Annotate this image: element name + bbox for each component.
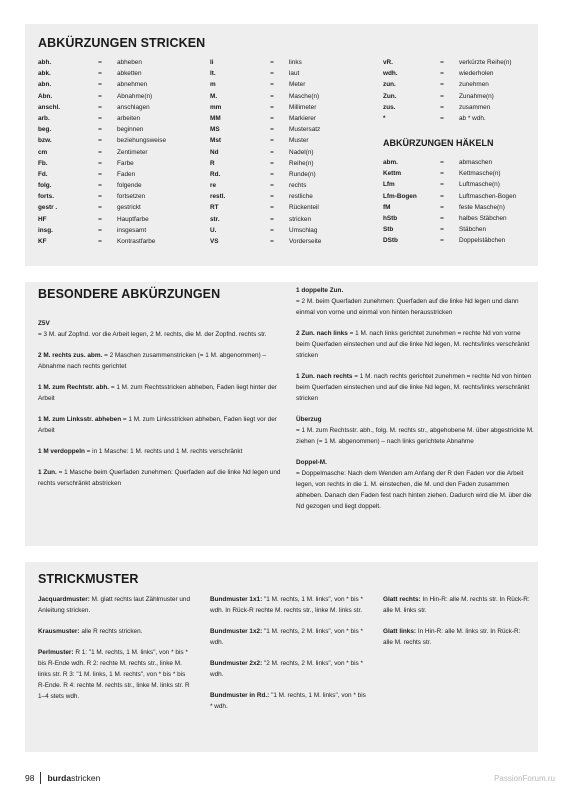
definition-paragraph [210,626,368,648]
patterns-column-1 [38,594,193,712]
definition-paragraph [296,457,536,512]
abbr-key: gestr . [38,204,58,212]
equals-sign: = [440,103,444,111]
abbr-value: feste Masche(n) [459,203,505,211]
abbr-key: folg. [38,182,52,190]
abbr-key: U. [210,226,217,234]
abbr-key: Lfm [383,181,395,189]
abbr-key: Abn. [38,92,53,100]
equals-sign: = [440,192,444,200]
term-description: "1 M. rechts, 1 M. links", von * bis * wdh. [210,692,366,710]
term-description: = 1 M. zum Linksstricken abheben, Faden liegt vor der Arbeit [38,416,277,434]
term-label: Doppel-M. [296,459,327,466]
abbr-key: Stb [383,226,394,234]
term-description: "1 M. rechts, 1 M. links", von * bis * wdh. In Rück-R rechte M. rechts str., linke M. links str. [210,596,363,614]
equals-sign: = [270,204,274,212]
term-description: = 1 M. nach links gerichtet zunehmen = rechte Nd von vorne beim Querfaden einstechen und auf die linke Nd legen, M. rechts/links verschränkt stricken [296,330,530,359]
term-label: Überzug [296,416,322,423]
equals-sign: = [98,137,102,145]
abbr-value: Rückenteil [289,204,319,212]
abbr-key: insg. [38,226,53,234]
abbr-row [383,157,516,168]
brand-bold: burda [47,773,72,783]
term-label: Glatt links: [383,628,417,635]
abbr-value: Faden [117,170,136,178]
equals-sign: = [98,238,102,245]
abbr-value: Zunahme(n) [459,92,494,100]
term-label: 2 Zun. nach links [296,330,348,337]
abbr-value: Zentimeter [117,148,148,156]
abbr-value: wiederholen [459,70,494,78]
abbr-value: Luftmaschen-Bogen [459,192,517,200]
abbr-row [210,158,321,169]
abbr-row [38,113,166,124]
term-label: Bundmuster in Rd.: [210,692,270,699]
page-footer [25,772,100,784]
abbr-row [210,225,321,236]
abbr-value: Luftmasche(n) [459,181,500,189]
abbr-row [38,147,166,158]
abbr-row [383,91,512,102]
definition-paragraph [38,414,283,436]
abbr-value: zusammen [459,103,491,111]
term-label: 1 M verdoppeln [38,448,85,455]
equals-sign: = [270,114,274,122]
abbr-value: Doppelstäbchen [459,237,506,245]
term-label: Bundmuster 1x1: [210,596,263,603]
abbr-value: Masche(n) [289,92,320,100]
abbr-row [38,68,166,79]
abbr-row [38,225,166,236]
abbreviations-knitting-panel [25,24,538,266]
definition-paragraph [38,382,283,404]
equals-sign: = [270,103,274,111]
abbr-row [383,102,512,113]
abbr-key: lt. [210,70,216,78]
abbr-row [38,57,166,68]
equals-sign: = [440,92,444,100]
abbr-value: rechts [289,182,307,190]
term-description: = 2 M. beim Querfaden zunehmen: Querfaden auf die linke Nd legen und dann einmal von vorne und einmal von hinten herausstricken [296,298,519,316]
equals-sign: = [98,215,102,223]
equals-sign: = [270,170,274,178]
abbr-column-2 [210,57,321,247]
abbr-key: HF [38,215,47,223]
definition-paragraph [38,647,193,702]
abbr-key: zun. [383,81,396,89]
abbr-key: li [210,59,214,66]
definition-paragraph [383,594,531,616]
equals-sign: = [98,204,102,212]
equals-sign: = [440,59,444,66]
abbr-key: Zun. [383,92,397,100]
abbr-row [210,79,321,90]
definition-paragraph [38,350,283,372]
abbr-value: laut [289,70,300,78]
abbr-key: R [210,159,215,167]
abbr-value: abketten [117,70,142,78]
term-label: Bundmuster 1x2: [210,628,263,635]
term-description: = Doppelmasche: Nach dem Wenden am Anfang der R den Faden vor die Arbeit legen, von rechts in die 1. M. einstechen, die M. und den Faden zusammen abheben. Danach den Faden fest nach hinten ziehen. Dadurch wird die M. über die Nd gezogen und liegt doppelt. [296,470,532,510]
abbr-row [210,91,321,102]
abbr-value: verkürzte Reihe(n) [459,59,512,66]
term-description: = in 1 Masche: 1 M. rechts und 1 M. rechts verschränkt [86,448,243,455]
abbr-key: VS [210,238,219,245]
equals-sign: = [270,226,274,234]
equals-sign: = [98,226,102,234]
watermark: PassionForum.ru [494,774,555,783]
equals-sign: = [270,137,274,145]
abbr-value: Kettmasche(n) [459,170,501,178]
term-label: Krausmuster: [38,628,80,635]
abbr-value: beziehungsweise [117,137,167,145]
equals-sign: = [440,214,444,222]
equals-sign: = [98,170,102,178]
equals-sign: = [270,92,274,100]
patterns-column-2 [210,594,368,722]
abbr-row [38,102,166,113]
term-label: 1 M. zum Linksstr. abheben [38,416,122,423]
equals-sign: = [270,81,274,89]
abbr-row [383,168,516,179]
abbr-row [383,213,516,224]
abbr-key: str. [210,215,220,223]
equals-sign: = [440,203,444,211]
equals-sign: = [270,193,274,201]
abbr-column-3 [383,57,512,124]
term-label: Perlmuster: [38,649,74,656]
term-description: = 1 M. nach rechts gerichtet zunehmen = rechte Nd von hinten beim Querfaden einstechen und auf die linke Nd legen, M. rechts/links verschränkt stricken [296,373,532,402]
term-description: In Hin-R: alle M. rechts str. In Rück-R: alle M. links str. [383,596,530,614]
abbr-value: Umschlag [289,226,318,234]
abbr-value: anschlagen [117,103,150,111]
abbr-key: abm. [383,159,398,166]
abbr-key: forts. [38,193,54,201]
equals-sign: = [440,81,444,89]
equals-sign: = [440,237,444,245]
abbr-value: Farbe [117,159,134,167]
abbr-row [38,124,166,135]
abbr-key: Rd. [210,170,221,178]
definition-paragraph [210,594,368,616]
abbr-key: * [383,114,386,122]
abbr-key: RT [210,204,219,212]
equals-sign: = [98,114,102,122]
abbr-value: ab * wdh. [459,114,486,122]
abbr-column-crochet [383,157,516,247]
equals-sign: = [440,181,444,189]
term-label: 1 M. zum Rechtstr. abh. [38,384,110,391]
abbr-row [383,224,516,235]
section-title-special-abbreviations: BESONDERE ABKÜRZUNGEN [38,287,221,301]
abbr-key: Nd [210,148,219,156]
term-description: "1 M. rechts, 2 M. links", von * bis * wdh. [210,628,363,646]
definition-paragraph [210,658,368,680]
abbr-row [383,179,516,190]
equals-sign: = [98,148,102,156]
equals-sign: = [270,59,274,66]
abbr-row [210,180,321,191]
abbr-value: abnehmen [117,81,148,89]
abbr-row [210,102,321,113]
abbr-value: Muster [289,137,309,145]
definition-paragraph [210,690,368,712]
definition-paragraph [38,594,193,616]
abbr-row [383,235,516,246]
abbr-value: abmaschen [459,159,493,166]
abbr-row [210,57,321,68]
abbr-key: vR. [383,59,393,66]
abbr-key: beg. [38,126,52,134]
abbr-value: beginnen [117,126,144,134]
abbr-key: zus. [383,103,396,111]
abbr-key: DStb [383,237,398,245]
abbr-key: MS [210,126,220,134]
equals-sign: = [270,148,274,156]
brand-rest: stricken [71,773,101,783]
term-label: Glatt rechts: [383,596,421,603]
section-title-knitting-patterns: STRICKMUSTER [38,572,139,586]
abbr-key: restl. [210,193,226,201]
section-title-abbreviations-crochet: ABKÜRZUNGEN HÄKELN [383,138,494,148]
equals-sign: = [98,92,102,100]
abbr-value: abheben [117,59,142,66]
equals-sign: = [440,226,444,234]
page-number: 98 [25,773,35,783]
term-description: = 1 M. zum Rechtsstricken abheben, Faden liegt hinter der Arbeit [38,384,277,402]
abbr-key: anschl. [38,103,61,111]
abbr-value: fortsetzen [117,193,146,201]
definition-paragraph [38,318,283,340]
abbr-row [383,79,512,90]
abbr-key: abh. [38,59,52,66]
term-label: Jacquardmuster: [38,596,90,603]
term-description: M. glatt rechts laut Zählmuster und Anleitung stricken. [38,596,191,614]
abbr-row [38,191,166,202]
abbr-row [383,202,516,213]
abbr-row [210,124,321,135]
abbr-row [210,169,321,180]
definition-paragraph [296,414,536,447]
abbr-value: Nadel(n) [289,148,314,156]
abbr-key: arb. [38,114,50,122]
definition-paragraph [296,285,536,318]
equals-sign: = [98,182,102,190]
abbr-key: abk. [38,70,51,78]
abbr-key: Lfm-Bogen [383,192,417,200]
special-abbreviations-panel [25,282,538,546]
abbr-key: bzw. [38,137,52,145]
definition-paragraph [38,467,283,489]
abbr-key: Fb. [38,159,48,167]
term-description: "2 M. rechts, 2 M. links", von * bis * wdh. [210,660,363,678]
equals-sign: = [98,159,102,167]
equals-sign: = [270,238,274,245]
equals-sign: = [440,170,444,178]
abbr-row [38,202,166,213]
equals-sign: = [270,159,274,167]
abbr-row [210,135,321,146]
definition-paragraph [383,626,531,648]
term-description: alle R rechts stricken. [81,628,143,635]
patterns-column-3 [383,594,531,658]
abbr-row [210,191,321,202]
term-description: = 1 Masche beim Querfaden zunehmen: Querfaden auf die linke Nd legen und rechts verschränkt abstricken [38,469,281,487]
abbr-key: abn. [38,81,52,89]
footer-divider [40,772,41,784]
knitting-patterns-panel [25,562,538,752]
abbr-value: Stäbchen [459,226,487,234]
equals-sign: = [98,59,102,66]
abbr-key: MM [210,114,221,122]
equals-sign: = [270,70,274,78]
equals-sign: = [98,81,102,89]
abbr-key: cm [38,148,48,156]
abbr-value: Mustersatz [289,126,321,134]
abbr-row [38,79,166,90]
abbr-row [38,214,166,225]
abbr-key: mm [210,103,222,111]
equals-sign: = [440,114,444,122]
definition-paragraph [38,626,193,637]
special-abbr-right-column [296,285,536,522]
abbr-row [383,191,516,202]
equals-sign: = [98,70,102,78]
term-label: 1 Zun. [38,469,57,476]
special-abbr-left-column [38,318,283,499]
abbr-key: fM [383,203,391,211]
abbr-key: re [210,182,217,190]
abbr-key: wdh. [383,70,398,78]
definition-paragraph [296,371,536,404]
brand-logo [47,773,100,783]
term-description: In Hin-R: alle M. links str. In Rück-R: alle M. rechts str. [383,628,521,646]
abbr-value: folgende [117,182,142,190]
term-description: = 3 M. auf Zopfnd. vor die Arbeit legen, 2 M. rechts, die M. der Zopfnd. rechts str. [38,331,267,338]
abbr-key: Mst [210,137,222,145]
abbr-row [383,113,512,124]
equals-sign: = [270,182,274,190]
term-label: 2 M. rechts zus. abm. [38,352,103,359]
abbr-row [210,236,321,247]
abbr-value: Millimeter [289,103,317,111]
abbr-row [210,214,321,225]
abbr-key: M. [210,92,218,100]
abbr-row [38,91,166,102]
term-description: R 1: "1 M. rechts, 1 M. links", von * bis * bis R-Ende wdh. R 2: rechte M. rechts str., linke M. links str. R 3: "1 M. links, 1 M. rechts", von * bis * bis R-Ende. R 4: rechte M. rechts str., linke M. links str. R 1–4 stets wdh. [38,649,190,700]
abbr-row [210,147,321,158]
equals-sign: = [270,126,274,134]
abbr-key: Kettm [383,170,402,178]
term-label: Z5V [38,320,50,327]
abbr-value: Hauptfarbe [117,215,149,223]
equals-sign: = [98,126,102,134]
abbr-value: halbes Stäbchen [459,214,507,222]
abbr-value: gestrickt [117,204,141,212]
abbr-key: KF [38,238,47,245]
abbr-row [38,158,166,169]
equals-sign: = [440,159,444,166]
abbr-key: m [210,81,216,89]
abbr-key: Fd. [38,170,48,178]
equals-sign: = [98,103,102,111]
equals-sign: = [270,215,274,223]
abbr-value: Kontrastfarbe [117,238,156,245]
abbr-row [383,68,512,79]
abbr-column-1 [38,57,166,247]
equals-sign: = [440,70,444,78]
definition-paragraph [296,328,536,361]
abbr-value: insgesamt [117,226,147,234]
term-description: = 1 M. zum Rechtsstr. abh., folg. M. rechts str., abgehobene M. über abgestrickte M. ziehen (= 1 M. abgenommen) – nach links gerichtete Abnahme [296,427,534,445]
equals-sign: = [98,193,102,201]
abbr-row [38,180,166,191]
abbr-row [38,169,166,180]
term-description: = 2 Maschen zusammenstricken (= 1 M. abgenommen) – Abnahme nach rechts gerichtet [38,352,267,370]
abbr-value: Markierer [289,114,316,122]
abbr-row [38,135,166,146]
abbr-value: Reihe(n) [289,159,314,167]
abbr-key: hStb [383,214,398,222]
abbr-value: Runde(n) [289,170,316,178]
abbr-row [210,202,321,213]
abbr-value: links [289,59,302,66]
abbr-value: Meter [289,81,306,89]
abbr-value: Vorderseite [289,238,322,245]
abbr-value: stricken [289,215,312,223]
abbr-row [383,57,512,68]
term-label: 1 doppelte Zun. [296,287,344,294]
abbr-value: Abnahme(n) [117,92,153,100]
abbr-row [38,236,166,247]
definition-paragraph [38,446,283,457]
term-label: 1 Zun. nach rechts [296,373,353,380]
abbr-value: arbeiten [117,114,141,122]
abbr-row [210,113,321,124]
term-label: Bundmuster 2x2: [210,660,263,667]
abbr-value: zunehmen [459,81,489,89]
abbr-value: restliche [289,193,313,201]
section-title-abbreviations-knitting: ABKÜRZUNGEN STRICKEN [38,36,206,50]
abbr-row [210,68,321,79]
